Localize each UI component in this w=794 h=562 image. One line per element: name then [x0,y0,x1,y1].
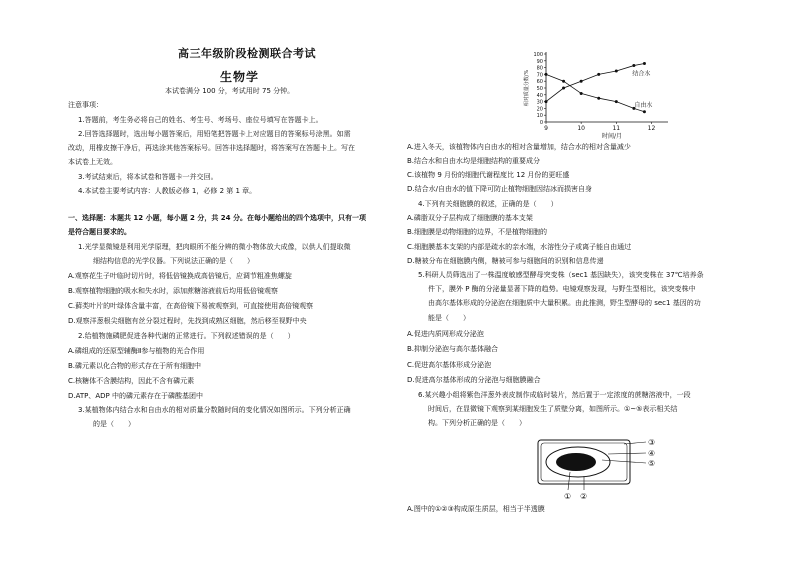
option-line: D.促进高尔基体形成的分泌泡与细胞膜融合 [407,376,541,384]
label-2: ② [580,492,588,501]
y-tick-label: 80 [536,65,543,72]
data-point [545,100,548,103]
option-line: A.观察花生子叶临时切片时，将低倍镜换成高倍镜后，应调节粗准焦螺旋 [68,272,292,280]
exam-title: 高三年级阶段检测联合考试 [178,47,316,60]
option-line: C.藓类叶片的叶绿体含量丰富，在高倍镜下易被观察到，可直接使用高倍镜观察 [68,302,314,310]
question-line: 能是（ ） [428,314,470,322]
y-axis-label: 相对质量分数/% [524,69,530,107]
notes-line: 4.本试卷主要考试内容：人教版必修 1，必修 2 第 1 章。 [78,187,257,195]
option-line: A.进入冬天，该植物体内自由水的相对含量增加，结合水的相对含量减少 [407,143,631,151]
exam-info: 本试卷满分 100 分，考试用时 75 分钟。 [165,87,295,95]
notes-line: 1.答题前，考生务必将自己的姓名、考生号、考场号、座位号填写在答题卡上。 [78,116,323,124]
option-line: D.糖被分布在细胞膜内侧，糖被可参与细胞间的识别和信息传递 [407,257,604,265]
data-point [643,62,646,65]
question-line: 细结构信息的光学仪器。下列说法正确的是（ ） [93,257,254,265]
y-tick-label: 10 [536,113,543,120]
y-tick-label: 50 [536,86,543,92]
plasmolysis-cell-diagram [534,434,674,506]
data-point [580,80,583,83]
label-line [602,460,646,463]
data-point [615,70,618,73]
question-line: 由高尔基体形成的分泌泡在细胞质中大量积累。由此推测，野生型酵母的 sec1 基因的功 [428,299,701,307]
y-tick-label: 90 [536,58,543,65]
question-line: 构。下列分析正确的是（ ） [428,419,526,427]
option-line: C.核糖体不含膜结构，因此不含有磷元素 [68,377,195,385]
y-tick-label: 20 [536,106,543,113]
label-4: ④ [648,449,656,458]
question-line: 5.科研人员筛选出了一株温度敏感型酵母突变株（sec1 基因缺失），该突变株在 37℃培养条 [418,271,704,279]
vacuole [556,453,596,471]
question-line: 的是（ ） [93,420,135,428]
question-line: 6.某兴趣小组将紫色洋葱外表皮制作成临时装片，然后置于一定浓度的蔗糖溶液中，一段 [418,391,691,399]
y-tick-label: 100 [533,52,543,58]
data-point [562,87,565,90]
y-tick-label: 70 [536,72,543,79]
label-5: ⑤ [648,459,656,468]
x-tick-label: 9 [544,125,548,132]
section-heading: 一、选择题：本题共 12 小题，每小题 2 分，共 24 分。在每小题给出的四个选项中，只有一项 [68,214,366,222]
question-line: 件下，膜外 P 酶的分泌量显著下降的趋势。电镜观察发现，与野生型相比，该突变株中 [428,285,696,293]
label-line [624,442,646,444]
x-axis-label: 时间/月 [601,133,623,140]
question-line: 4.下列有关细胞膜的叙述，正确的是（ ） [418,200,558,208]
option-line: B.磷元素以化合物的形式存在于所有细胞中 [68,362,202,370]
series-line [546,64,644,102]
data-point [643,110,646,113]
series-line [546,74,644,111]
notes-line: 本试卷上无效。 [68,158,117,166]
data-point [562,80,565,83]
data-point [597,73,600,76]
section-heading: 是符合题目要求的。 [68,228,131,236]
option-line: C.细胞膜基本支架的内部是疏水的亲水端，水溶性分子或离子能自由通过 [407,243,632,251]
option-line: B.细胞膜是动物细胞的边界，不是植物细胞的 [407,228,548,236]
data-point [632,64,635,67]
question-line: 3.某植物体内结合水和自由水的相对质量分数随时间的变化情况如图所示。下列分析正确 [78,406,351,414]
subject-title: 生物学 [220,70,260,84]
data-point [580,92,583,95]
option-line: B.结合水和自由水均是细胞结构的重要成分 [407,157,541,165]
option-line: D.观察洋葱根尖细胞有丝分裂过程时，先找到成熟区细胞，然后移至视野中央 [68,317,307,325]
option-line: C.促进高尔基体形成分泌泡 [407,361,492,369]
notes-heading: 注意事项： [68,101,103,109]
option-line: A.磷组成的还原型辅酶Ⅱ参与植物的光合作用 [68,347,205,355]
y-tick-label: 30 [536,99,543,106]
option-line: B.抑制分泌泡与高尔基体融合 [407,345,499,353]
option-line: A.促进内质网形成分泌泡 [407,330,484,338]
series-label: 结合水 [632,70,651,78]
y-tick-label: 60 [536,79,543,86]
notes-line: 3.考试结束后，将本试卷和答题卡一并交回。 [78,173,218,181]
answer-option-line: A.图中的①②③构成原生质层，相当于半透膜 [407,505,545,513]
y-tick-label: 0 [539,120,543,126]
data-point [545,73,548,76]
option-line: A.磷脂双分子层构成了细胞膜的基本支架 [407,214,533,222]
label-3: ③ [648,438,656,447]
option-line: D.结合水/自由水的值下降可防止植物细胞因结冰而损害自身 [407,185,592,193]
question-line: 1.光学显微镜是利用光学原理，把肉眼所不能分辨的微小物体放大成像，以供人们提取微 [78,243,351,251]
notes-line: 2.回答选择题时，选出每小题答案后，用铅笔把答题卡上对应题目的答案标号涂黑。如需 [78,130,351,138]
y-tick-label: 40 [536,92,543,99]
data-point [597,97,600,100]
option-line: C.该植物 9 月份的细胞代谢程度比 12 月份的更旺盛 [407,171,570,179]
x-tick-label: 10 [577,125,585,132]
water-content-chart [522,48,702,140]
series-label: 自由水 [634,101,653,109]
x-tick-label: 11 [612,125,621,132]
question-line: 时间后，在显微镜下观察到某细胞发生了质壁分离，如图所示。①~⑤表示相关结 [428,405,678,413]
option-line: B.观察植物细胞的吸水和失水时，添加蔗糖溶液前后均用低倍镜观察 [68,287,279,295]
option-line: D.ATP、ADP 中的磷元素存在于磷酸基团中 [68,392,203,400]
notes-line: 改动，用橡皮擦干净后，再选涂其他答案标号。回答非选择题时，将答案写在答题卡上。写在 [68,144,355,152]
question-line: 2.给植物施磷肥促进各种代谢的正常进行。下列叙述错误的是（ ） [78,332,295,340]
data-point [615,100,618,103]
label-1: ① [564,492,572,501]
x-tick-label: 12 [647,125,656,132]
